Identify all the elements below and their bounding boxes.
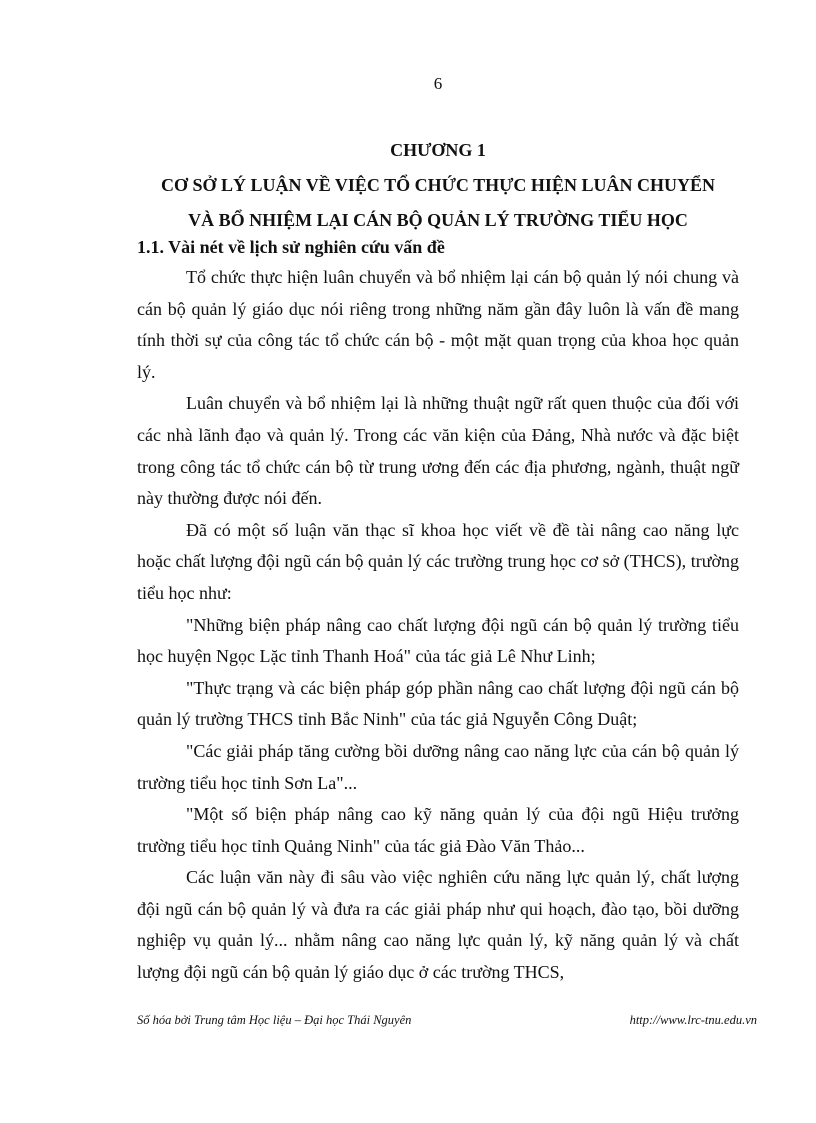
chapter-title-line-2: VÀ BỔ NHIỆM LẠI CÁN BỘ QUẢN LÝ TRƯỜNG TIỂU HỌC xyxy=(188,210,688,230)
chapter-label: CHƯƠNG 1 xyxy=(390,140,486,160)
paragraph: Tổ chức thực hiện luân chuyển và bổ nhiệm lại cán bộ quản lý nói chung và cán bộ quản lý giáo dục nói riêng trong những năm gần đây luôn là vấn đề mang tính thời sự của công tác tổ chức cán bộ - một mặt quan trọng của khoa học quản lý. xyxy=(137,267,739,382)
footer-source: Số hóa bởi Trung tâm Học liệu – Đại học Thái Nguyên xyxy=(137,1013,412,1027)
footer-url: http://www.lrc-tnu.edu.vn xyxy=(629,1013,757,1027)
paragraph: Đã có một số luận văn thạc sĩ khoa học viết về đề tài nâng cao năng lực hoặc chất lượng đội ngũ cán bộ quản lý các trường trung học cơ sở (THCS), trường tiểu học như: xyxy=(137,519,739,603)
body-text xyxy=(137,262,739,989)
paragraph: "Thực trạng và các biện pháp góp phần nâng cao chất lượng đội ngũ cán bộ quản lý trường THCS tỉnh Bắc Ninh" của tác giả Nguyễn Công Duật; xyxy=(137,677,739,730)
page-number: 6 xyxy=(433,74,443,93)
paragraph: "Một số biện pháp nâng cao kỹ năng quản lý của đội ngũ Hiệu trưởng trường tiểu học tỉnh Quảng Ninh" của tác giả Đào Văn Thảo... xyxy=(137,804,739,856)
paragraph: Các luận văn này đi sâu vào việc nghiên cứu năng lực quản lý, chất lượng đội ngũ cán bộ quản lý và đưa ra các giải pháp như qui hoạch, đào tạo, bồi dưỡng nghiệp vụ quản lý... nhằm nâng cao năng lực quản lý, kỹ năng quản lý và chất lượng đội ngũ cán bộ quản lý giáo dục ở các trường THCS, xyxy=(137,867,739,983)
page-footer xyxy=(137,1013,757,1028)
chapter-heading xyxy=(0,133,816,238)
section-title: 1.1. Vài nét về lịch sử nghiên cứu vấn đề xyxy=(137,237,445,257)
paragraph: Luân chuyển và bổ nhiệm lại là những thuật ngữ rất quen thuộc của đối với các nhà lãnh đạo và quản lý. Trong các văn kiện của Đảng, Nhà nước và đặc biệt trong công tác tổ chức cán bộ từ trung ương đến các địa phương, ngành, thuật ngữ này thường được nói đến. xyxy=(137,393,739,509)
paragraph: "Các giải pháp tăng cường bồi dưỡng nâng cao năng lực của cán bộ quản lý trường tiểu học tỉnh Sơn La"... xyxy=(137,740,739,793)
chapter-title-line-1: CƠ SỞ LÝ LUẬN VỀ VIỆC TỔ CHỨC THỰC HIỆN LUÂN CHUYỂN xyxy=(161,175,715,195)
paragraph: "Những biện pháp nâng cao chất lượng đội ngũ cán bộ quản lý trường tiểu học huyện Ngọc Lặc tỉnh Thanh Hoá" của tác giả Lê Như Linh; xyxy=(137,614,739,667)
